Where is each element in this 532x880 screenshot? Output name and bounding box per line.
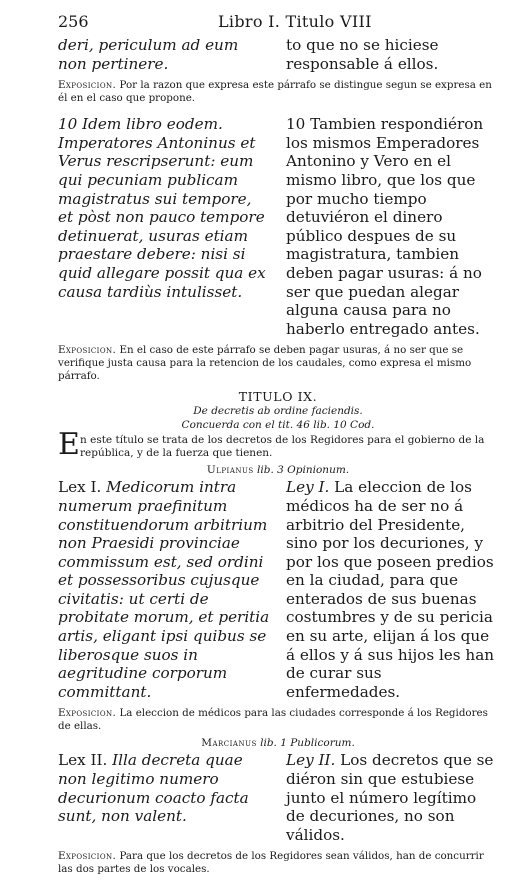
exposicion-label: Exposicion. (58, 850, 117, 863)
exposicion-2 (58, 344, 498, 383)
running-title: Libro I. Titulo VIII (218, 12, 372, 31)
spanish-ley-2 (286, 751, 498, 844)
lex-label: Lex I. (58, 478, 102, 497)
latin-lex-2 (58, 751, 270, 844)
source-author: Ulpianus (206, 464, 254, 477)
lex-1 (58, 478, 498, 701)
concordance-note: Concuerda con el tit. 46 lib. 10 Cod. (181, 419, 375, 432)
source-author: Marcianus (201, 737, 257, 750)
latin-paragraph-10: 10 Idem libro eodem. Imperatores Antoninus et Verus rescripserunt: eum qui pecuniam publicam magistratus sui tempore, et pòst non pauco tempore detinuerat, usuras etiam praestare debere: nisi si quid allegare possit qua ex causa tardiùs intulisset. (58, 115, 266, 301)
ley-text: La eleccion de los médicos ha de ser no á arbitrio del Presidente, sino por los decuriones, y por los que poseen predios en la ciudad, para que enterados de sus buenas costumbres y de su pericia en su arte, elijan á los que á ellos y á sus hijos les han de curar sus enfermedades. (286, 478, 495, 701)
lex-label: Lex II. (58, 751, 108, 770)
spanish-paragraph-10: 10 Tambien respondiéron los mismos Emperadores Antonino y Vero en el mismo libro, que los que por mucho tiempo detuviéron el dinero público despues de su magistratura, tambien deben pagar usuras: á no ser que puedan alegar alguna causa para no haberlo entregado antes. (286, 115, 484, 338)
exposicion-3 (58, 707, 498, 733)
source-marcianus (58, 737, 498, 749)
page-number: 256 (58, 12, 89, 31)
title-introduction (58, 427, 498, 463)
source-work: lib. 1 Publicorum. (260, 737, 355, 750)
exposicion-4 (58, 850, 498, 876)
drop-cap: E (58, 427, 80, 463)
source-ulpianus (58, 464, 498, 476)
exposicion-text: Por la razon que expresa este párrafo se distingue segun se expresa en él en el caso que propone. (58, 79, 492, 105)
book-page (58, 12, 498, 880)
latin-continuation: deri, periculum ad eum non pertinere. (58, 36, 239, 73)
exposicion-1 (58, 79, 498, 105)
source-work: lib. 3 Opinionum. (257, 464, 350, 477)
ley-text: Los decretos que se diéron sin que estubiese junto el número legítimo de decuriones, no son válidos. (286, 751, 494, 844)
exposicion-label: Exposicion. (58, 707, 117, 720)
exposicion-text: Para que los decretos de los Regidores sean válidos, han de concurrir las dos partes de los vocales. (58, 850, 484, 876)
lex-text: Medicorum intra numerum praefinitum constituendorum arbitrium non Praesidi provinciae commissum est, sed ordini et possessoribus cujusque civitatis: ut certi de probitate morum, et peritia artis, eligant ipsi quibus se liberosque suos in aegritudine corporum committant. (58, 478, 270, 701)
page-header (58, 12, 498, 36)
ley-label: Ley I. (286, 478, 330, 497)
section-10 (58, 115, 498, 338)
exposicion-text: La eleccion de médicos para las ciudades corresponde á los Regidores de ellas. (58, 707, 488, 733)
lex-2 (58, 751, 498, 844)
introduction-text: n este título se trata de los decretos de los Regidores para el gobierno de la república, y de la fuerza que tienen. (80, 434, 485, 460)
exposicion-label: Exposicion. (58, 79, 117, 92)
title-subtitle: De decretis ab ordine faciendis. (193, 405, 363, 418)
latin-lex-1 (58, 478, 270, 701)
exposicion-text: En el caso de este párrafo se deben pagar usuras, á no ser que se verifique justa causa para la retencion de los caudales, como expresa el mismo párrafo. (58, 344, 472, 383)
ley-label: Ley II. (286, 751, 336, 770)
top-continuation (58, 36, 498, 73)
lex-text: Illa decreta quae non legitimo numero decurionum coacto facta sunt, non valent. (58, 751, 249, 826)
exposicion-label: Exposicion. (58, 344, 117, 357)
spanish-continuation: to que no se hiciese responsable á ellos. (286, 36, 439, 73)
spanish-ley-1 (286, 478, 498, 701)
title-heading: TITULO IX. (238, 389, 318, 405)
